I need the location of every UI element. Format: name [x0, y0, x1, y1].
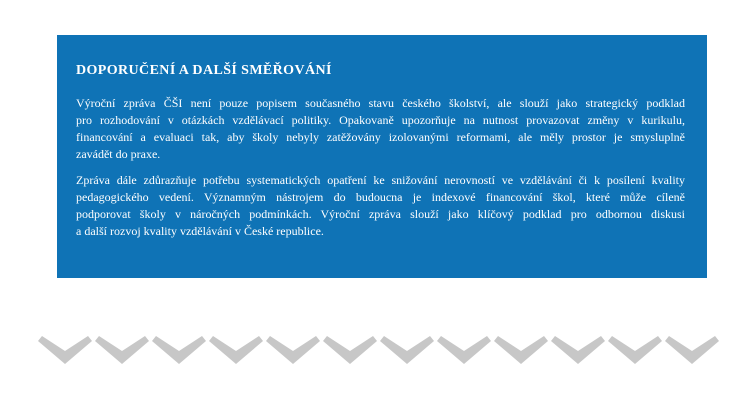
chevron-down-icon [38, 336, 92, 364]
chevron-down-icon [608, 336, 662, 364]
chevron-down-icon [323, 336, 377, 364]
card-heading: DOPORUČENÍ A DALŠÍ SMĚŘOVÁNÍ [76, 63, 332, 78]
paragraph-line: pedagogického vedení. Významným nástrojem do budoucna je indexové financování škol, které může cíleně [76, 190, 685, 204]
paragraph-line: financování a evaluaci tak, aby školy nebyly zatěžovány izolovanými reformami, ale měly prostor je smysluplně [76, 130, 685, 144]
chevron-down-icon [380, 336, 434, 364]
paragraph-line: a další rozvoj kvality vzdělávání v České republice. [76, 224, 324, 238]
card-paragraph-1 [76, 95, 685, 163]
paragraph-line: pro rozhodování v otázkách vzdělávací politiky. Opakovaně upozorňuje na nutnost provazovat změny v kurikulu, [76, 113, 685, 127]
chevron-down-icon [95, 336, 149, 364]
chevron-down-icon [494, 336, 548, 364]
paragraph-line: Zpráva dále zdůrazňuje potřebu systematických opatření ke snižování nerovností ve vzdělávání či k posílení kvality [76, 173, 685, 187]
paragraph-line: Výroční zpráva ČŠI není pouze popisem současného stavu českého školství, ale slouží jako strategický podklad [76, 96, 685, 110]
card-paragraph-2 [76, 172, 685, 240]
chevron-down-icon [551, 336, 605, 364]
paragraph-line: zavádět do praxe. [76, 147, 161, 161]
chevron-down-icon [266, 336, 320, 364]
chevron-down-icon [437, 336, 491, 364]
recommendations-card [57, 35, 707, 278]
chevron-down-icon [665, 336, 719, 364]
chevron-down-icon [209, 336, 263, 364]
chevron-divider [0, 336, 756, 364]
paragraph-line: podporovat školy v náročných podmínkách. Výroční zpráva slouží jako klíčový podklad pro odbornou diskusi [76, 207, 685, 221]
chevron-down-icon [152, 336, 206, 364]
